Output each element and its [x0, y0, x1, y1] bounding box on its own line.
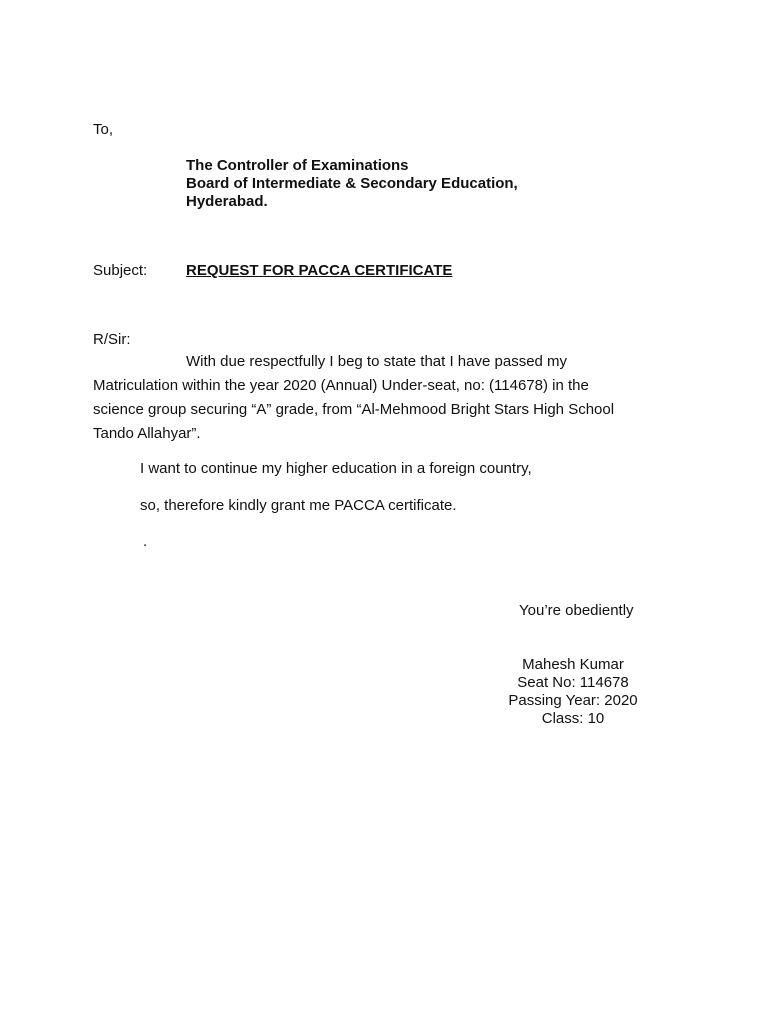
recipient-block: [186, 157, 518, 211]
salutation: To,: [93, 121, 114, 138]
signature-seat: Seat No: 114678: [517, 674, 629, 691]
body-line-1: With due respectfully I beg to state that I have passed my: [186, 353, 568, 370]
recipient-line-1: The Controller of Examinations: [186, 157, 409, 174]
signature-block: [498, 656, 648, 728]
body-line-3: science group securing “A” grade, from “Al-Mehmood Bright Stars High School: [93, 401, 615, 418]
body-line-6: so, therefore kindly grant me PACCA certificate.: [140, 497, 457, 514]
signature-class: Class: 10: [541, 710, 605, 727]
subject-label: Subject:: [93, 262, 148, 279]
closing-line: You’re obediently: [519, 602, 634, 619]
greeting: R/Sir:: [93, 331, 131, 348]
recipient-line-3: Hyderabad.: [186, 193, 268, 210]
signature-name: Mahesh Kumar: [522, 656, 624, 673]
subject-text: REQUEST FOR PACCA CERTIFICATE: [186, 262, 453, 279]
recipient-line-2: Board of Intermediate & Secondary Education,: [186, 175, 518, 192]
signature-year: Passing Year: 2020: [508, 692, 638, 709]
body-line-4: Tando Allahyar”.: [93, 425, 201, 442]
body-line-7: .: [143, 533, 148, 550]
body-line-2: Matriculation within the year 2020 (Annual) Under-seat, no: (114678) in the: [93, 377, 589, 394]
body-line-5: I want to continue my higher education in a foreign country,: [140, 460, 532, 477]
